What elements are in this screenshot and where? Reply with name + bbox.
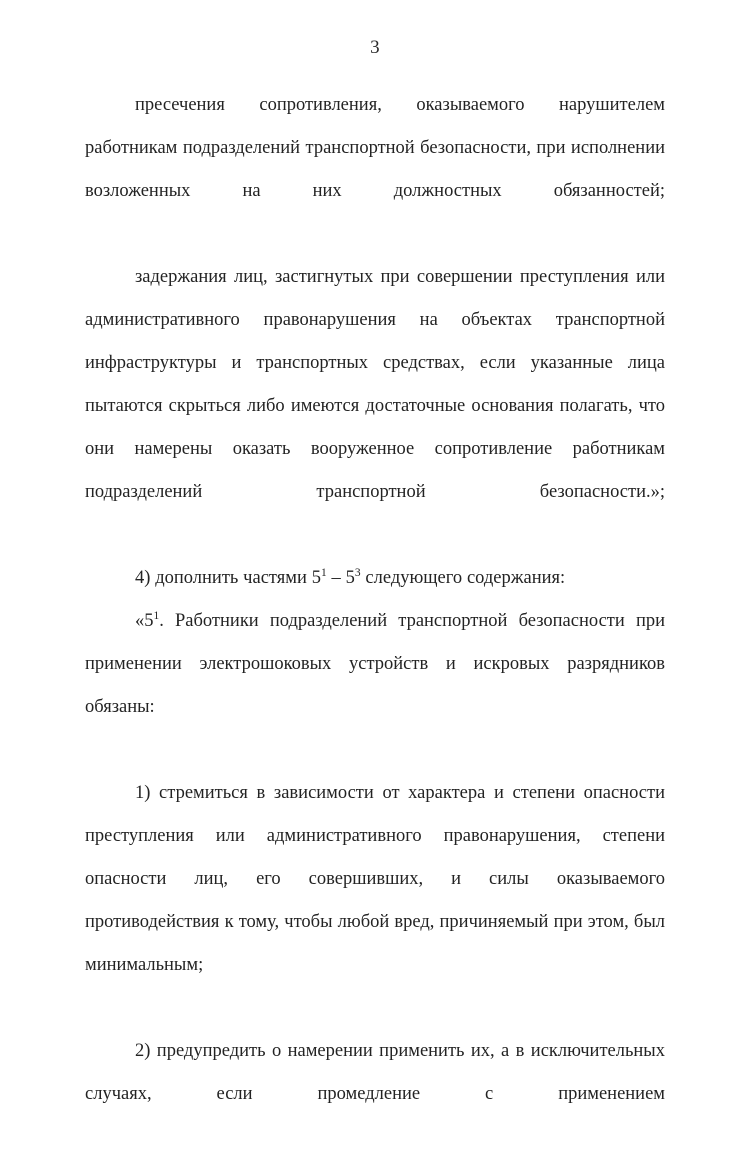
paragraph-3-mid: – 5 xyxy=(326,568,355,588)
paragraph-3 xyxy=(85,557,665,600)
paragraph-4-prefix: «5 xyxy=(135,611,154,631)
paragraph-6: 2) предупредить о намерении применить их, а в исключительных случаях, если промедление с применением xyxy=(85,1041,665,1104)
paragraph-4-superscript-1: 1 xyxy=(153,609,160,622)
paragraph-1: пресечения сопротивления, оказываемого нарушителем работникам подразделений транспортной безопасности, при исполнении возложенных на них должностных обязанностей; xyxy=(85,95,665,201)
paragraph-5: 1) стремиться в зависимости от характера и степени опасности преступления или административного правонарушения, степени опасности лиц, его совершивших, и силы оказываемого противодействия к тому, чтобы любой вред, причиняемый при этом, был минимальным; xyxy=(85,783,665,975)
paragraph-3-suffix: следующего содержания: xyxy=(360,568,566,588)
document-body xyxy=(85,84,665,1159)
paragraph-3-superscript-1: 1 xyxy=(320,566,327,579)
paragraph-3-superscript-2: 3 xyxy=(354,566,361,579)
paragraph-3-prefix: 4) дополнить частями 5 xyxy=(135,568,321,588)
page-number: 3 xyxy=(370,37,380,58)
paragraph-4-suffix: . Работники подразделений транспортной безопасности при применении электрошоковых устройств и искровых разрядников обязаны: xyxy=(85,611,665,717)
paragraph-2: задержания лиц, застигнутых при совершении преступления или административного правонарушения на объектах транспортной инфраструктуры и транспортных средствах, если указанные лица пытаются скрыться либо имеются достаточные основания полагать, что они намерены оказать вооруженное сопротивление работникам подразделений транспортной безопасности.»; xyxy=(85,267,665,502)
paragraph-4 xyxy=(85,600,665,772)
